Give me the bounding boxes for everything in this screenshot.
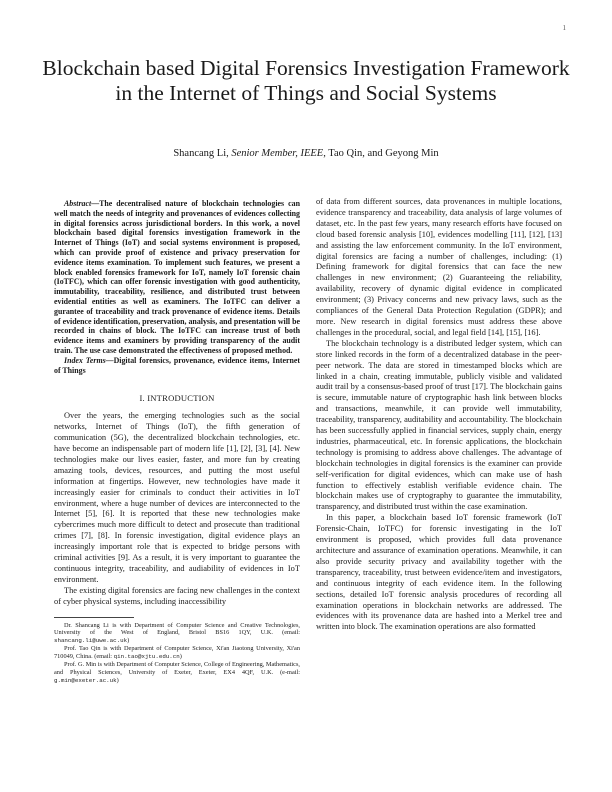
abstract-text: —The decentralised nature of blockchain technologies can well match the needs of integrity and provenances of evidences collecting in digital forensics across jurisdictional borders. In this work, a novel blockchain based digital forensics investigation framework in the Internet of Things (IoT) and social systems environment is proposed, which can provide proof of existence and privacy preservation for evidence items examination. To implement such features, we present a block enabled forensics framework for IoT, namely IoT forensic chain (IoTFC), which can offer forensic investigation with good authenticity, immutability, traceability, resilience, and distributed trust between evidential entities as well as examiners. The IoTFC can deliver a gurantee of traceability and track provenance of evidence items. Details of evidence identification, preservation, analysis, and presentation will be recorded in chains of block. The IoTFC can increase trust of both evidence items and examiners by providing transparency of the audit train. The use case demonstrated the effectiveness of proposed method. xyxy=(54,199,300,355)
author-line xyxy=(40,148,572,159)
author-names-prefix: Shancang Li, xyxy=(173,148,232,159)
right-column xyxy=(316,197,562,633)
index-terms-label: Index Terms xyxy=(64,355,106,365)
intro-paragraph-1: Over the years, the emerging technologies such as the social networks, Internet of Things (IoT), the fifth generation of communication (5G), the decentralized blockchain technologies, etc. have become an indispensable part of modern life [1], [2], [3], [4]. New technologies make our lives easier, faster, and more fun by creating amazing tools, devices, resources, and putting the most useful information at fingertips. However, new technologies have made it increasingly easier for criminals to conduct their activities in IoT environment, where a huge number of devices are interconnected to the Internet [5], [6]. It is reported that these new technologies make cybercrimes much more difficult to detect and prosecute than traditional crimes [7], [8]. In forensic investigation, digital evidence plays an increasingly important role that is expected to bridge persons with criminal activities [9]. As a result, it is very important to guarantee the continuous integrity, traceability, and audiability of evidences in IoT environment. xyxy=(54,411,300,584)
left-column xyxy=(54,199,300,685)
abstract-label: Abstract xyxy=(64,199,92,208)
body-paragraph-proposal: In this paper, a blockchain based IoT forensic framework (IoT Forensic-Chain, IoTFC) for forensic investigating in the IoT environment is proposed, which provides full data provenance architecture and assurance of examination operations. Meanwhile, it can also provide security privacy and availability together with the transparency, traceability, trust between evidence/item and investigators, and continuous integrity of each evidence item. In the following sections, detailed IoT forensic analysis procedures of recording all examination operations in blockchain networks are addressed. The evidences with its provenance data are hashed into a Merkel tree and written into block. The examination operations are also formatted xyxy=(316,513,562,632)
paper-title: Blockchain based Digital Forensics Investigation Framework in the Internet of Things and Social Systems xyxy=(42,56,570,105)
footnote-author-1: Dr. Shancang Li is with Department of Computer Science and Creative Technologies, University of the West of England, Bristol BS16 1QY, U.K. (email: shancang.li@uwe.ac.uk) xyxy=(54,621,300,645)
section-heading-introduction xyxy=(54,393,300,404)
index-terms-text: —Digital forensics, provenance, evidence items, Internet of Things xyxy=(54,355,300,375)
index-terms xyxy=(54,356,300,376)
intro-paragraph-2: The existing digital forensics are facing new challenges in the context of cyber physical systems, including inaccessibility xyxy=(54,585,300,606)
footnote-divider xyxy=(54,617,134,618)
page-number: 1 xyxy=(562,24,566,32)
email-link[interactable]: shancang.li@uwe.ac.uk xyxy=(54,637,128,645)
section-numeral: I. xyxy=(139,393,148,404)
body-paragraph-continued: of data from different sources, data provenances in multiple locations, evidence transparency and traceability, data analysis of large volumes of dataset, etc. In the past few years, many research efforts have focused on cloud based forensic analysis [10], evidences modelling [11], [12], [13] and assisting the law enforcement community. In the IoT environment, digital forensics are facing a number of challenges, including: (1) Defining framework for digital forensics that can face the new challenges in new environment; (2) Guaranteeing the reliability, availability, recovery of dynamic digital evidence in complicated environment; (3) Privacy concerns and new privacy laws, such as the compliances of the General Data Protection Regulation (GDPR); and more. New research in digital forensics must address these above challenges in the procedural, social, and legal field [14], [15], [16]. xyxy=(316,197,562,337)
body-paragraph-blockchain: The blockchain technology is a distributed ledger system, which can store linked records in the form of a decentralized database in the peer-peer network. The data are stored in timestamped blocks which are linked in a chain, creating immutable, publicly visible and validated audit trail by a consensus-based proof of trust [17]. The blockchain gains is secure, immutable nature of cryptographic hash link between blocks and transactions, meanwhile, it can provide well immutability, traceability, transparency, auditability and accountability. The blockchain has been successfully applied in financial services, supply chain, energy industries, pharmaceutical, etc. In forensic applications, the blockchain technology is promising to address above challenges. The advantage of blockchain technologies in digital forensics is the examiner can provide self-verification for digital evidences, which can make use of hash function to effectively establish verifiable evidence chain. The blockchain makes use of cryptography to guarantee the immutability, transparency, and distributed trust within the case examination. xyxy=(316,338,562,512)
section-title-rest: NTRODUCTION xyxy=(150,393,215,404)
email-link[interactable]: g.min@exeter.ac.uk xyxy=(54,676,117,684)
footnote-author-2: Prof. Tao Qin is with Department of Computer Science, Xi'an Jiaotong University, Xi'an 710049, China. (email: qin.tao@xjtu.edu.cn) xyxy=(54,645,300,661)
abstract xyxy=(54,199,300,356)
section-first-letter: I xyxy=(147,393,151,404)
author-names-suffix: , Tao Qin, and Geyong Min xyxy=(323,148,439,159)
email-link[interactable]: qin.tao@xjtu.edu.cn xyxy=(113,653,180,661)
author-membership: Senior Member, IEEE xyxy=(231,148,324,159)
footnote-author-3: Prof. G. Min is with Department of Computer Science, College of Engineering, Mathematics, and Physical Sciences, University of Exeter, Exeter, EX4 4QF, U.K. (e-mail: g.min@exeter.ac.uk) xyxy=(54,661,300,684)
